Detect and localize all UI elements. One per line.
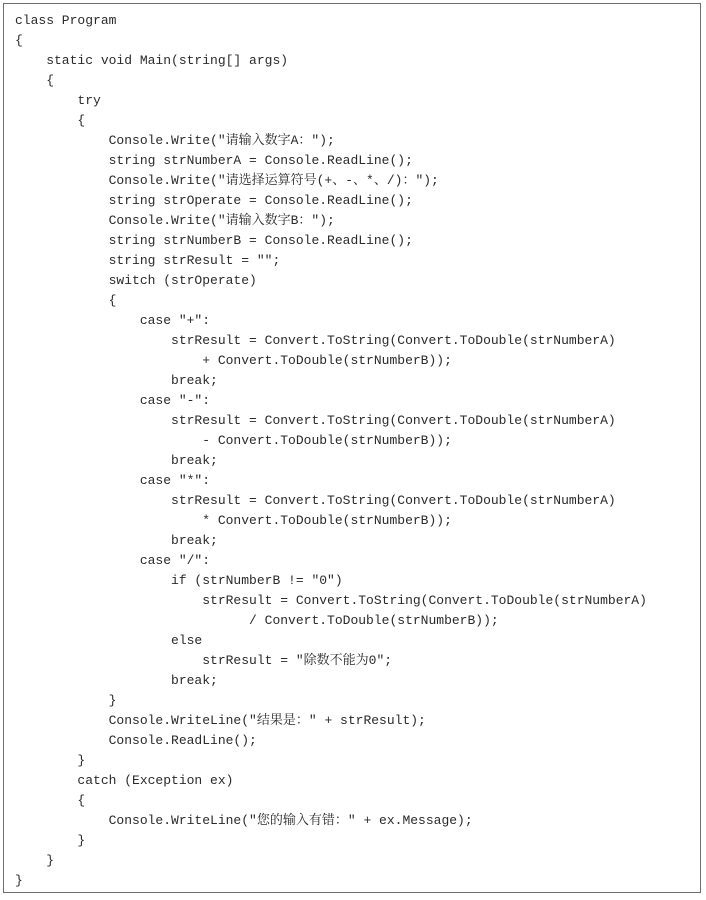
code-line: { [15,113,86,128]
code-line: Console.Write("请输入数字A："); [15,133,335,148]
code-line: string strResult = ""; [15,253,281,268]
code-line: } [15,753,86,768]
code-line: - Convert.ToDouble(strNumberB)); [15,433,452,448]
code-line: strResult = Convert.ToString(Convert.ToDouble(strNumberA) [15,593,647,608]
code-line: Console.WriteLine("结果是：" + strResult); [15,713,426,728]
code-line: break; [15,373,218,388]
code-line: + Convert.ToDouble(strNumberB)); [15,353,452,368]
code-line: break; [15,533,218,548]
code-line: Console.WriteLine("您的输入有错：" + ex.Message); [15,813,473,828]
code-line: case "/": [15,553,211,568]
code-line: strResult = Convert.ToString(Convert.ToDouble(strNumberA) [15,333,616,348]
code-line: } [15,873,23,888]
code-line: case "+": [15,313,211,328]
code-line: strResult = "除数不能为0"; [15,653,393,668]
code-listing [15,11,647,891]
code-line: } [15,693,117,708]
code-line: } [15,833,86,848]
code-line: static void Main(string[] args) [15,53,289,68]
code-line: if (strNumberB != "0") [15,573,343,588]
code-line: strResult = Convert.ToString(Convert.ToDouble(strNumberA) [15,413,616,428]
code-line: string strNumberA = Console.ReadLine(); [15,153,413,168]
code-line: Console.Write("请选择运算符号(+、-、*、/)："); [15,173,439,188]
code-line: catch (Exception ex) [15,773,234,788]
code-line: strResult = Convert.ToString(Convert.ToDouble(strNumberA) [15,493,616,508]
code-line: string strNumberB = Console.ReadLine(); [15,233,413,248]
code-line: switch (strOperate) [15,273,257,288]
code-line: break; [15,673,218,688]
code-line: class Program [15,13,117,28]
code-line: else [15,633,203,648]
code-line: { [15,793,86,808]
code-line: try [15,93,101,108]
code-line: Console.Write("请输入数字B："); [15,213,335,228]
code-line: { [15,293,117,308]
code-line: break; [15,453,218,468]
code-line: { [15,73,55,88]
code-line: } [15,853,55,868]
code-line: Console.ReadLine(); [15,733,257,748]
code-line: case "-": [15,393,211,408]
code-line: string strOperate = Console.ReadLine(); [15,193,413,208]
code-listing-frame [3,3,701,893]
code-line: { [15,33,23,48]
code-line: case "*": [15,473,211,488]
code-line: / Convert.ToDouble(strNumberB)); [15,613,499,628]
code-line: * Convert.ToDouble(strNumberB)); [15,513,452,528]
